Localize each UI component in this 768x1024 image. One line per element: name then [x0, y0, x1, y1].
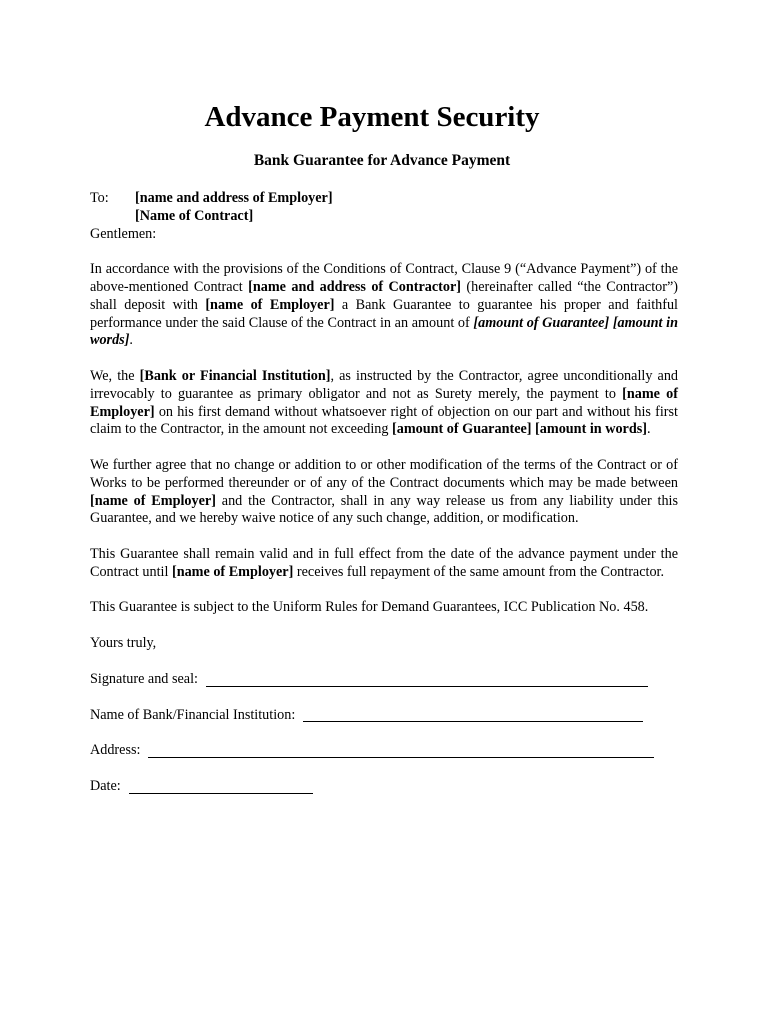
date-label: Date:: [90, 778, 121, 795]
signature-label: Signature and seal:: [90, 670, 198, 687]
date-line[interactable]: [129, 792, 313, 794]
document-body: [90, 190, 678, 796]
document-subtitle: Bank Guarantee for Advance Payment: [253, 152, 511, 169]
paragraph-modification: We further agree that no change or addition to or other modification of the terms of the Contract or of Works to be performed thereunder or of any of the Contract documents which may be made between [name of Employer] and the Contractor, shall in any way release us from any liability under this Guarantee, and we hereby waive notice of any such change, addition, or modification.: [90, 456, 678, 527]
to-label: To:: [90, 190, 109, 206]
signature-line[interactable]: [206, 685, 648, 687]
employer-name-placeholder: [name of Employer]: [90, 385, 678, 420]
bank-name-line[interactable]: [303, 720, 643, 722]
paragraph-urdg: This Guarantee is subject to the Uniform Rules for Demand Guarantees, ICC Publication No. 458.: [90, 599, 649, 616]
contractor-placeholder: [name and address of Contractor]: [248, 278, 462, 295]
signature-field: [90, 671, 678, 689]
amount-placeholder: [amount of Guarantee] [amount in words]: [90, 314, 678, 349]
bank-placeholder: [Bank or Financial Institution]: [139, 367, 331, 384]
salutation: Gentlemen:: [90, 225, 157, 242]
date-field: [90, 778, 678, 796]
closing: Yours truly,: [90, 634, 157, 651]
document-title: Advance Payment Security: [204, 101, 540, 133]
addressee-block: [90, 190, 678, 226]
paragraph-advance-payment: In accordance with the provisions of the Conditions of Contract, Clause 9 (“Advance Payment”) of the above-mentioned Contract [name and address of Contractor] (hereinafter called “the Contractor”) shall deposit with [name of Employer] a Bank Guarantee to guarantee his proper and faithful performance under the said Clause of the Contract in an amount of [amount of Guarantee] [amount in words].: [90, 261, 678, 349]
bank-name-field: [90, 706, 678, 724]
employer-placeholder: [name and address of Employer]: [135, 190, 333, 206]
paragraph-validity: This Guarantee shall remain valid and in full effect from the date of the advance payment under the Contract until [name of Employer] receives full repayment of the same amount from the Contractor.: [90, 545, 678, 580]
address-line[interactable]: [148, 756, 654, 758]
address-label: Address:: [90, 742, 141, 759]
bank-name-label: Name of Bank/Financial Institution:: [90, 706, 296, 723]
employer-name-placeholder: [name of Employer]: [205, 296, 335, 313]
paragraph-guarantee: We, the [Bank or Financial Institution], as instructed by the Contractor, agree unconditionally and irrevocably to guarantee as primary obligator and not as Surety merely, the payment to [name of Employer] on his first demand without whatsoever right of objection on our part and without his first claim to the Contractor, in the amount not exceeding [amount of Guarantee] [amount in words].: [90, 367, 679, 438]
address-field: [90, 742, 678, 760]
employer-name-placeholder: [name of Employer]: [171, 563, 294, 580]
contract-name-placeholder: [Name of Contract]: [135, 207, 254, 224]
employer-name-placeholder: [name of Employer]: [90, 492, 216, 509]
amount-placeholder: [amount of Guarantee] [amount in words]: [392, 421, 647, 438]
